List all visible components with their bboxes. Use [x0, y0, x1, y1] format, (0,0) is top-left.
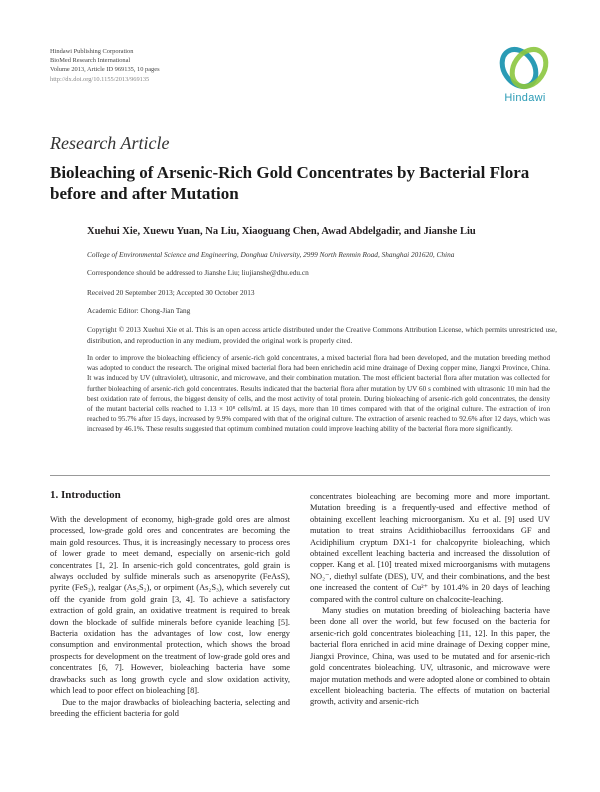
paragraph: Many studies on mutation breeding of bioleaching bacteria have been done all over the world, but few focused on the bacteria for arsenic-rich gold concentrates bioleaching [11, 12]. In this paper, the bacterial flora enriched in acid mine drainage of Dexing copper mine, Jiangxi Province, China, was used to be mutated and for arsenic-rich gold concentrates bioleaching. UV, ultrasonic, and microwave were major mutation methods and were adopted alone or combined to obtain excellent bioleaching bacteria. The effects of mutation on bacterial growth, activity and arsenic-rich — [310, 606, 550, 707]
journal-header — [50, 47, 160, 84]
article-type: Research Article — [50, 133, 170, 153]
copyright-notice: Copyright © 2013 Xuehui Xie et al. This is an open access article distributed under the Creative Commons Attribution License, which permits unrestricted use, distribution, and reproduction in any medium, provided the original work is properly cited. — [87, 325, 557, 345]
section-heading: 1. Introduction — [50, 489, 121, 501]
correspondence: Correspondence should be addressed to Jianshe Liu; liujianshe@dhu.edu.cn — [87, 268, 309, 277]
publisher-name: Hindawi Publishing Corporation — [50, 48, 134, 55]
academic-editor: Academic Editor: Chong-Jian Tang — [87, 306, 191, 315]
volume-info: Volume 2013, Article ID 969135, 10 pages — [50, 66, 160, 74]
paragraph: concentrates bioleaching are becoming more and more important. Mutation breeding is a frequently-used and effective method of obtaining excellent leaching microorganism. Xu et al. [9] used UV mutation to treat strains Acidithiobacillus ferrooxidans GF and Acidiphilium cryptum DX1-1 for chalcopyrite bioleaching, which obtained excellent leaching bacteria and increased the dissolution of copper. Kang et al. [10] treated mixed microorganisms with mutagens NO₂⁻, diethyl sulfate (DES), UV, and their combinations, and the best one increased the content of Cu²⁺ by 101.4% in 20 days of leaching compared with the control culture on chalcocite-leaching. — [310, 492, 550, 604]
author-list: Xuehui Xie, Xuewu Yuan, Na Liu, Xiaoguang Chen, Awad Abdelgadir, and Jianshe Liu — [87, 226, 476, 237]
paragraph: With the development of economy, high-grade gold ores are almost processed, low-grade gold ores and concentrates are becoming the main gold resources. Thus, it is increasingly necessary to process ores of lower grade to meet demand, especially on arsenic-rich gold concentrates [1, 2]. In arsenic-rich gold concentrates, gold grain is always occluded by sulfide minerals such as arsenopyrite (FeAsS), pyrite (FeS₂), realgar (As₂S₂), or orpiment (As₂S₃), which severely cut off the cyanide from gold grain [3, 4]. To achieve a satisfactory extraction of gold grain, an oxidative treatment is required to break down the blockade of sulfide minerals before cyanide leaching [5]. Bacteria oxidation has the advantages of low cost, low energy consumption and environmental protection, which shows the broad prospects for development on the treatment of low-grade gold ores and concentrates [6, 7]. However, bioleaching bacteria have some drawbacks such as long growth cycle and slow oxidation activity, which lead to poor effect on bioleaching [8]. — [50, 515, 290, 696]
received-accepted-dates: Received 20 September 2013; Accepted 30 October 2013 — [87, 288, 255, 297]
section-divider — [50, 475, 550, 476]
body-column-right — [310, 491, 550, 708]
affiliation: College of Environmental Science and Engineering, Donghua University, 2999 North Renmin Road, Shanghai 201620, China — [87, 250, 455, 259]
doi-link[interactable]: http://dx.doi.org/10.1155/2013/969135 — [50, 75, 150, 83]
journal-name: BioMed Research International — [50, 57, 131, 65]
paragraph: Due to the major drawbacks of bioleaching bacteria, selecting and breeding the efficient bacteria for gold — [50, 697, 290, 718]
logo-wordmark: Hindawi — [504, 92, 546, 104]
body-column-left — [50, 514, 290, 719]
article-title: Bioleaching of Arsenic-Rich Gold Concentrates by Bacterial Flora before and after Mutation — [50, 163, 530, 203]
abstract: In order to improve the bioleaching efficiency of arsenic-rich gold concentrates, a mixed bacterial flora had been developed, and the mutation breeding method was adopted to conduct the research. The original mixed bacterial flora had been enrichedin acid mine drainage of Dexing copper mine, Jiangxi Province, China. It was induced by UV (ultraviolet), ultrasonic, and microwave, and their combination mutation. The most efficient bacterial flora after mutation was collected for further bioleaching of arsenic-rich gold concentrates. Results indicated that the bacterial flora after mutation by UV 60 s combined with ultrasonic 10 min had the best oxidation rate of ferrous, the biggest density of cells, and the most activity of total protein. During bioleaching of arsenic-rich gold concentrates, the density of the mutant bacterial cells reached to 1.13 × 10⁸ cells/mL at 15 days, more than 10 times compared with that of the original culture. The extraction of iron reached to 95.7% after 15 days, increased by 9.9% compared with that of the original culture. The extraction of arsenic reached to 92.6% after 12 days, which was increased by 46.1%. These results suggested that optimum combined mutation could improve leaching ability of the bacterial flora more significantly. — [87, 354, 550, 434]
